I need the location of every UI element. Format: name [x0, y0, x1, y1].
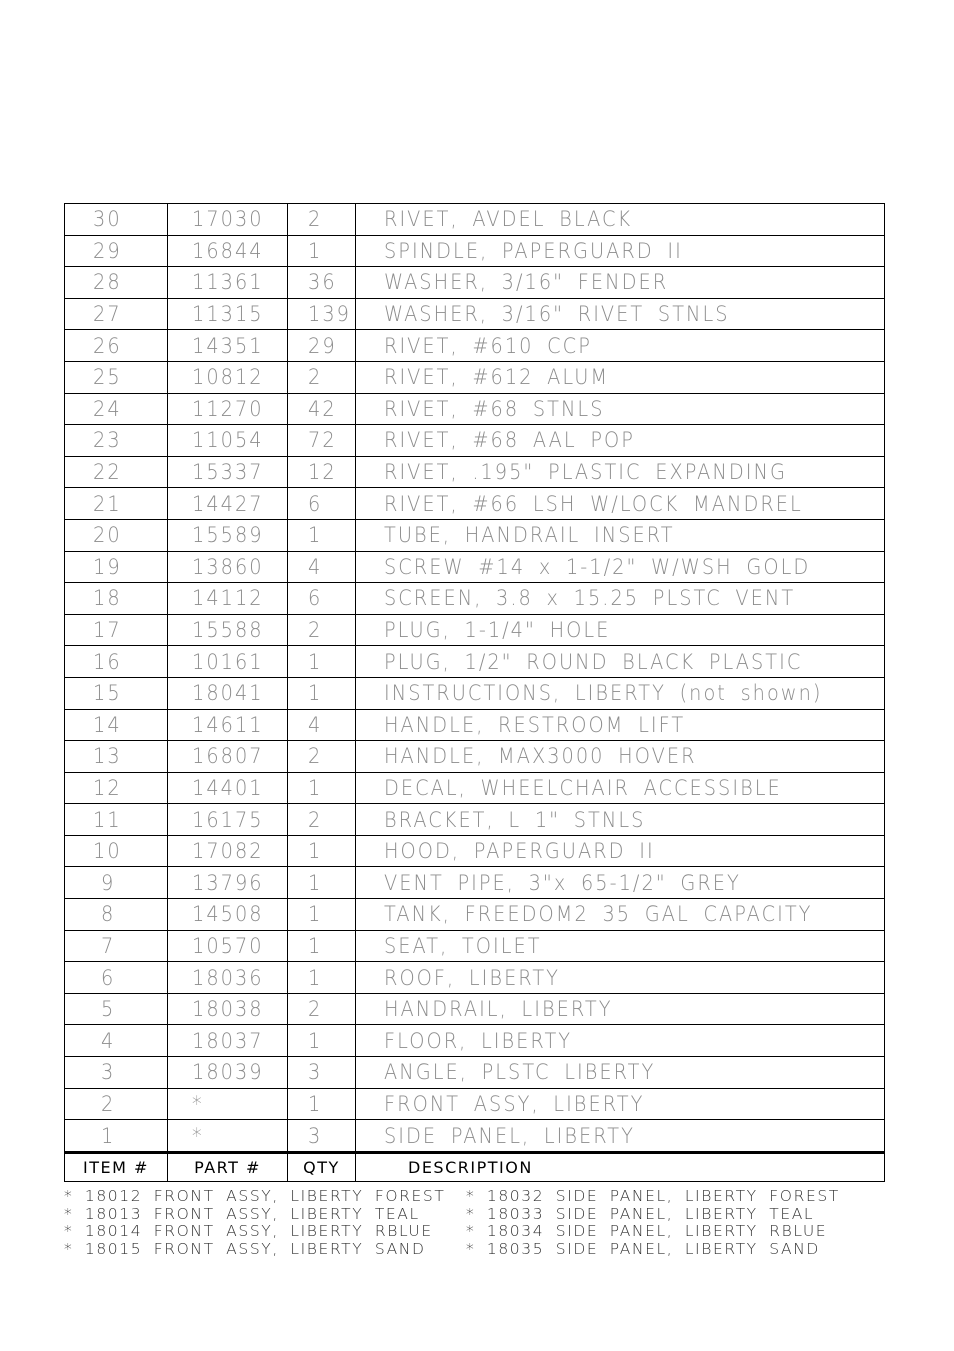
part-number-cell-text: 18039 — [192, 1060, 264, 1085]
quantity-cell-text: 1 — [308, 933, 323, 958]
quantity-cell-text: 4 — [308, 554, 323, 579]
description-cell — [356, 899, 885, 931]
quantity-cell-text: 3 — [308, 1060, 323, 1085]
item-number-cell — [65, 298, 168, 330]
quantity-cell — [288, 646, 356, 678]
description-cell — [356, 930, 885, 962]
part-number-cell — [168, 235, 288, 267]
quantity-cell — [288, 899, 356, 931]
description-cell-text: SCREW #14 x 1-1/2" W/WSH GOLD — [384, 554, 811, 579]
quantity-cell — [288, 235, 356, 267]
description-cell — [356, 267, 885, 299]
description-cell — [356, 393, 885, 425]
item-number-cell — [65, 519, 168, 551]
description-cell — [356, 1057, 885, 1089]
description-cell — [356, 519, 885, 551]
item-number-cell-text: 18 — [93, 586, 123, 611]
part-number-cell-text: 14611 — [192, 712, 264, 737]
item-number-cell — [65, 899, 168, 931]
table-row — [65, 804, 885, 836]
part-number-cell — [168, 1025, 288, 1057]
item-number-cell — [65, 425, 168, 457]
part-number-cell — [168, 962, 288, 994]
table-row — [65, 1057, 885, 1089]
description-cell-text: RIVET, AVDEL BLACK — [384, 207, 633, 232]
item-number-cell — [65, 962, 168, 994]
quantity-cell-text: 2 — [308, 807, 323, 832]
description-cell — [356, 772, 885, 804]
description-cell — [356, 235, 885, 267]
quantity-cell-text: 1 — [308, 839, 323, 864]
description-cell-text: SPINDLE, PAPERGUARD II — [384, 238, 683, 263]
quantity-cell — [288, 425, 356, 457]
quantity-cell — [288, 267, 356, 299]
table-row — [65, 456, 885, 488]
item-number-cell — [65, 330, 168, 362]
item-number-cell — [65, 835, 168, 867]
quantity-cell-text: 72 — [308, 428, 337, 453]
description-cell-text: RIVET, .195" PLASTIC EXPANDING — [384, 460, 787, 485]
part-number-cell — [168, 614, 288, 646]
description-cell — [356, 1025, 885, 1057]
item-number-cell-text: 11 — [93, 807, 123, 832]
description-cell-text: RIVET, #68 AAL POP — [384, 428, 635, 453]
item-number-cell-text: 4 — [101, 1028, 116, 1053]
item-number-cell — [65, 614, 168, 646]
item-number-cell-text: 28 — [93, 270, 123, 295]
description-cell-text: RIVET, #610 CCP — [384, 333, 592, 358]
table-row — [65, 614, 885, 646]
item-number-cell — [65, 646, 168, 678]
variant-note-line: * 18013 FRONT ASSY, LIBERTY TEAL — [64, 1204, 420, 1223]
item-number-cell — [65, 488, 168, 520]
quantity-cell-text: 2 — [308, 618, 323, 643]
part-number-cell — [168, 456, 288, 488]
part-number-cell-text: 14401 — [192, 775, 264, 800]
quantity-cell — [288, 298, 356, 330]
part-number-cell-text: 17082 — [192, 839, 264, 864]
item-number-cell — [65, 456, 168, 488]
description-cell — [356, 488, 885, 520]
variant-note-line: * 18014 FRONT ASSY, LIBERTY RBLUE — [64, 1222, 433, 1240]
table-row — [65, 709, 885, 741]
description-cell — [356, 204, 885, 236]
table-row — [65, 646, 885, 678]
description-cell — [356, 835, 885, 867]
quantity-cell — [288, 772, 356, 804]
quantity-cell — [288, 835, 356, 867]
description-cell-text: PLUG, 1-1/4" HOLE — [384, 618, 611, 643]
part-number-cell-text: 14427 — [192, 491, 264, 516]
description-cell-text: ROOF, LIBERTY — [384, 965, 561, 990]
table-row — [65, 867, 885, 899]
description-cell-text: ANGLE, PLSTC LIBERTY — [384, 1060, 656, 1085]
description-cell-text: RIVET, #66 LSH W/LOCK MANDREL — [384, 491, 803, 516]
quantity-cell-text: 1 — [308, 238, 323, 263]
item-number-cell — [65, 583, 168, 615]
part-number-cell — [168, 930, 288, 962]
quantity-cell — [288, 1120, 356, 1153]
part-number-cell — [168, 267, 288, 299]
part-number-cell-text: * — [192, 1123, 204, 1148]
part-number-cell — [168, 772, 288, 804]
description-cell-text: HANDLE, MAX3000 HOVER — [384, 744, 697, 769]
part-number-cell-text: 11315 — [192, 302, 264, 327]
part-number-cell-text: 15588 — [192, 618, 264, 643]
quantity-cell — [288, 519, 356, 551]
quantity-cell — [288, 1025, 356, 1057]
part-number-cell-text: 10570 — [192, 933, 264, 958]
description-cell-text: BRACKET, L 1" STNLS — [384, 807, 646, 832]
quantity-cell — [288, 330, 356, 362]
item-number-cell-text: 21 — [93, 491, 123, 516]
quantity-cell-text: 1 — [308, 1091, 323, 1116]
item-number-cell-text: 10 — [93, 839, 123, 864]
item-number-cell — [65, 551, 168, 583]
item-number-cell-text: 27 — [93, 302, 123, 327]
description-cell-text: VENT PIPE, 3"x 65-1/2" GREY — [384, 870, 741, 895]
variant-note-line: * 18035 SIDE PANEL, LIBERTY SAND — [466, 1239, 820, 1258]
variant-note-line: * 18015 FRONT ASSY, LIBERTY SAND — [64, 1239, 426, 1258]
part-number-cell-text: * — [192, 1091, 204, 1116]
item-number-cell-text: 14 — [93, 712, 123, 737]
table-row — [65, 741, 885, 773]
quantity-cell — [288, 962, 356, 994]
quantity-cell — [288, 930, 356, 962]
description-cell — [356, 425, 885, 457]
description-cell — [356, 298, 885, 330]
item-number-cell-text: 16 — [93, 649, 123, 674]
part-number-cell-text: 15589 — [192, 523, 264, 548]
quantity-cell — [288, 709, 356, 741]
part-number-cell — [168, 488, 288, 520]
part-number-cell — [168, 393, 288, 425]
description-cell — [356, 330, 885, 362]
item-number-cell-text: 23 — [93, 428, 123, 453]
item-number-cell — [65, 393, 168, 425]
quantity-cell-text: 139 — [308, 302, 351, 327]
description-cell-text: SEAT, TOILET — [384, 933, 542, 958]
part-number-cell-text: 14112 — [192, 586, 264, 611]
table-row — [65, 298, 885, 330]
part-number-cell-text: 14508 — [192, 902, 264, 927]
item-number-cell-text: 2 — [101, 1091, 116, 1116]
part-number-cell — [168, 1057, 288, 1089]
part-number-cell — [168, 1120, 288, 1153]
description-cell — [356, 709, 885, 741]
table-row — [65, 1120, 885, 1153]
part-number-cell — [168, 993, 288, 1025]
quantity-cell-text: 1 — [308, 1028, 323, 1053]
quantity-cell — [288, 204, 356, 236]
table-header-row — [65, 1152, 885, 1181]
part-number-cell — [168, 204, 288, 236]
table-row — [65, 583, 885, 615]
item-number-cell-text: 9 — [101, 870, 116, 895]
part-number-cell — [168, 677, 288, 709]
description-cell — [356, 1088, 885, 1120]
quantity-cell — [288, 867, 356, 899]
description-cell — [356, 867, 885, 899]
table-row — [65, 677, 885, 709]
description-cell-text: HANDLE, RESTROOM LIFT — [384, 712, 686, 737]
description-cell-text: PLUG, 1/2" ROUND BLACK PLASTIC — [384, 649, 803, 674]
variant-note-line: * 18033 SIDE PANEL, LIBERTY TEAL — [466, 1204, 815, 1223]
description-cell-text: DECAL, WHEELCHAIR ACCESSIBLE — [384, 775, 782, 800]
description-cell-text: FLOOR, LIBERTY — [384, 1028, 573, 1053]
item-number-cell — [65, 1120, 168, 1153]
item-number-cell — [65, 204, 168, 236]
description-cell — [356, 551, 885, 583]
quantity-cell-text: 1 — [308, 775, 323, 800]
quantity-cell — [288, 456, 356, 488]
description-cell-text: SCREEN, 3.8 x 15.25 PLSTC VENT — [384, 586, 796, 611]
item-number-cell-text: 22 — [93, 460, 123, 485]
part-number-cell — [168, 741, 288, 773]
quantity-cell-text: 6 — [308, 491, 323, 516]
quantity-cell-text: 1 — [308, 965, 323, 990]
item-number-cell-text: 8 — [101, 902, 116, 927]
item-number-cell — [65, 1025, 168, 1057]
quantity-cell — [288, 993, 356, 1025]
description-cell — [356, 962, 885, 994]
quantity-cell — [288, 1088, 356, 1120]
table-row — [65, 393, 885, 425]
part-number-cell — [168, 835, 288, 867]
part-number-cell-text: 13860 — [192, 554, 264, 579]
quantity-cell-text: 1 — [308, 681, 323, 706]
part-number-cell — [168, 519, 288, 551]
part-number-cell — [168, 867, 288, 899]
description-cell — [356, 361, 885, 393]
item-number-cell-text: 19 — [93, 554, 123, 579]
header-item-number: ITEM # — [65, 1152, 168, 1181]
table-row — [65, 835, 885, 867]
description-cell-text: WASHER, 3/16" RIVET STNLS — [384, 302, 730, 327]
item-number-cell — [65, 267, 168, 299]
table-row — [65, 330, 885, 362]
item-number-cell — [65, 1088, 168, 1120]
item-number-cell — [65, 930, 168, 962]
table-row — [65, 235, 885, 267]
description-cell-text: RIVET, #68 STNLS — [384, 396, 605, 421]
item-number-cell-text: 1 — [101, 1123, 116, 1148]
description-cell-text: HOOD, PAPERGUARD II — [384, 839, 655, 864]
quantity-cell — [288, 551, 356, 583]
parts-list-table — [64, 203, 885, 1182]
table-row — [65, 1025, 885, 1057]
quantity-cell — [288, 393, 356, 425]
description-cell — [356, 804, 885, 836]
table-row — [65, 519, 885, 551]
part-number-cell — [168, 330, 288, 362]
quantity-cell-text: 1 — [308, 870, 323, 895]
quantity-cell — [288, 804, 356, 836]
item-number-cell-text: 12 — [93, 775, 123, 800]
table-row — [65, 204, 885, 236]
quantity-cell-text: 3 — [308, 1123, 323, 1148]
part-number-cell — [168, 361, 288, 393]
item-number-cell — [65, 772, 168, 804]
item-number-cell-text: 5 — [101, 997, 116, 1022]
item-number-cell — [65, 867, 168, 899]
item-number-cell-text: 26 — [93, 333, 123, 358]
table-row — [65, 361, 885, 393]
part-number-cell — [168, 425, 288, 457]
table-row — [65, 425, 885, 457]
header-description: DESCRIPTION — [356, 1152, 885, 1181]
item-number-cell — [65, 804, 168, 836]
part-number-cell — [168, 583, 288, 615]
description-cell-text: TUBE, HANDRAIL INSERT — [384, 523, 675, 548]
quantity-cell-text: 1 — [308, 523, 323, 548]
quantity-cell-text: 2 — [308, 207, 323, 232]
part-number-cell — [168, 709, 288, 741]
part-number-cell-text: 17030 — [192, 207, 264, 232]
quantity-cell-text: 1 — [308, 649, 323, 674]
part-number-cell-text: 18041 — [192, 681, 264, 706]
quantity-cell-text: 1 — [308, 902, 323, 927]
description-cell — [356, 741, 885, 773]
item-number-cell-text: 17 — [93, 618, 123, 643]
description-cell-text: SIDE PANEL, LIBERTY — [384, 1123, 635, 1148]
quantity-cell — [288, 488, 356, 520]
part-number-cell — [168, 1088, 288, 1120]
quantity-cell — [288, 361, 356, 393]
item-number-cell — [65, 709, 168, 741]
quantity-cell-text: 12 — [308, 460, 337, 485]
quantity-cell-text: 36 — [308, 270, 337, 295]
part-number-cell-text: 11054 — [192, 428, 264, 453]
quantity-cell — [288, 614, 356, 646]
part-number-cell-text: 18036 — [192, 965, 264, 990]
part-number-cell-text: 13796 — [192, 870, 264, 895]
header-part-number: PART # — [168, 1152, 288, 1181]
variant-note-line: * 18012 FRONT ASSY, LIBERTY FOREST — [64, 1187, 446, 1205]
table-row — [65, 1088, 885, 1120]
part-number-cell — [168, 551, 288, 583]
part-number-cell-text: 14351 — [192, 333, 264, 358]
table-row — [65, 993, 885, 1025]
quantity-cell-text: 2 — [308, 365, 323, 390]
item-number-cell — [65, 235, 168, 267]
quantity-cell-text: 29 — [308, 333, 337, 358]
item-number-cell-text: 25 — [93, 365, 123, 390]
part-number-cell-text: 11270 — [192, 396, 264, 421]
description-cell — [356, 456, 885, 488]
item-number-cell-text: 7 — [101, 933, 116, 958]
quantity-cell — [288, 741, 356, 773]
part-number-cell-text: 10161 — [192, 649, 264, 674]
variant-note-line: * 18032 SIDE PANEL, LIBERTY FOREST — [466, 1187, 840, 1205]
part-number-cell-text: 18038 — [192, 997, 264, 1022]
description-cell — [356, 993, 885, 1025]
front-assy-variants — [64, 1188, 445, 1258]
part-number-cell-text: 15337 — [192, 460, 264, 485]
quantity-cell-text: 4 — [308, 712, 323, 737]
part-number-cell-text: 16807 — [192, 744, 264, 769]
item-number-cell-text: 13 — [93, 744, 123, 769]
description-cell-text: INSTRUCTIONS, LIBERTY (not shown) — [384, 681, 823, 706]
quantity-cell-text: 42 — [308, 396, 337, 421]
parts-list-body — [65, 204, 885, 1182]
description-cell-text: HANDRAIL, LIBERTY — [384, 997, 613, 1022]
item-number-cell-text: 20 — [93, 523, 123, 548]
description-cell-text: TANK, FREEDOM2 35 GAL CAPACITY — [384, 902, 813, 927]
variant-note-line: * 18034 SIDE PANEL, LIBERTY RBLUE — [466, 1222, 828, 1240]
side-panel-variants — [466, 1188, 840, 1258]
quantity-cell — [288, 677, 356, 709]
part-number-cell-text: 18037 — [192, 1028, 264, 1053]
item-number-cell — [65, 1057, 168, 1089]
part-number-cell — [168, 646, 288, 678]
quantity-cell-text: 2 — [308, 997, 323, 1022]
description-cell — [356, 583, 885, 615]
quantity-cell — [288, 1057, 356, 1089]
part-number-cell — [168, 899, 288, 931]
table-row — [65, 930, 885, 962]
item-number-cell — [65, 677, 168, 709]
table-row — [65, 962, 885, 994]
table-row — [65, 488, 885, 520]
part-number-cell — [168, 298, 288, 330]
description-cell-text: FRONT ASSY, LIBERTY — [384, 1091, 645, 1116]
table-row — [65, 551, 885, 583]
quantity-cell — [288, 583, 356, 615]
part-number-cell — [168, 804, 288, 836]
quantity-cell-text: 6 — [308, 586, 323, 611]
part-number-cell-text: 16844 — [192, 238, 264, 263]
quantity-cell-text: 2 — [308, 744, 323, 769]
part-number-cell-text: 10812 — [192, 365, 264, 390]
item-number-cell-text: 30 — [93, 207, 123, 232]
item-number-cell — [65, 993, 168, 1025]
description-cell — [356, 614, 885, 646]
item-number-cell — [65, 361, 168, 393]
table-row — [65, 772, 885, 804]
table-row — [65, 267, 885, 299]
item-number-cell-text: 3 — [101, 1060, 116, 1085]
description-cell — [356, 677, 885, 709]
item-number-cell-text: 29 — [93, 238, 123, 263]
part-number-cell-text: 16175 — [192, 807, 264, 832]
part-number-cell-text: 11361 — [192, 270, 264, 295]
item-number-cell — [65, 741, 168, 773]
description-cell — [356, 1120, 885, 1153]
item-number-cell-text: 24 — [93, 396, 123, 421]
table-row — [65, 899, 885, 931]
description-cell-text: WASHER, 3/16" FENDER — [384, 270, 669, 295]
header-quantity: QTY — [288, 1152, 356, 1181]
description-cell-text: RIVET, #612 ALUM — [384, 365, 610, 390]
item-number-cell-text: 6 — [101, 965, 116, 990]
description-cell — [356, 646, 885, 678]
item-number-cell-text: 15 — [93, 681, 123, 706]
